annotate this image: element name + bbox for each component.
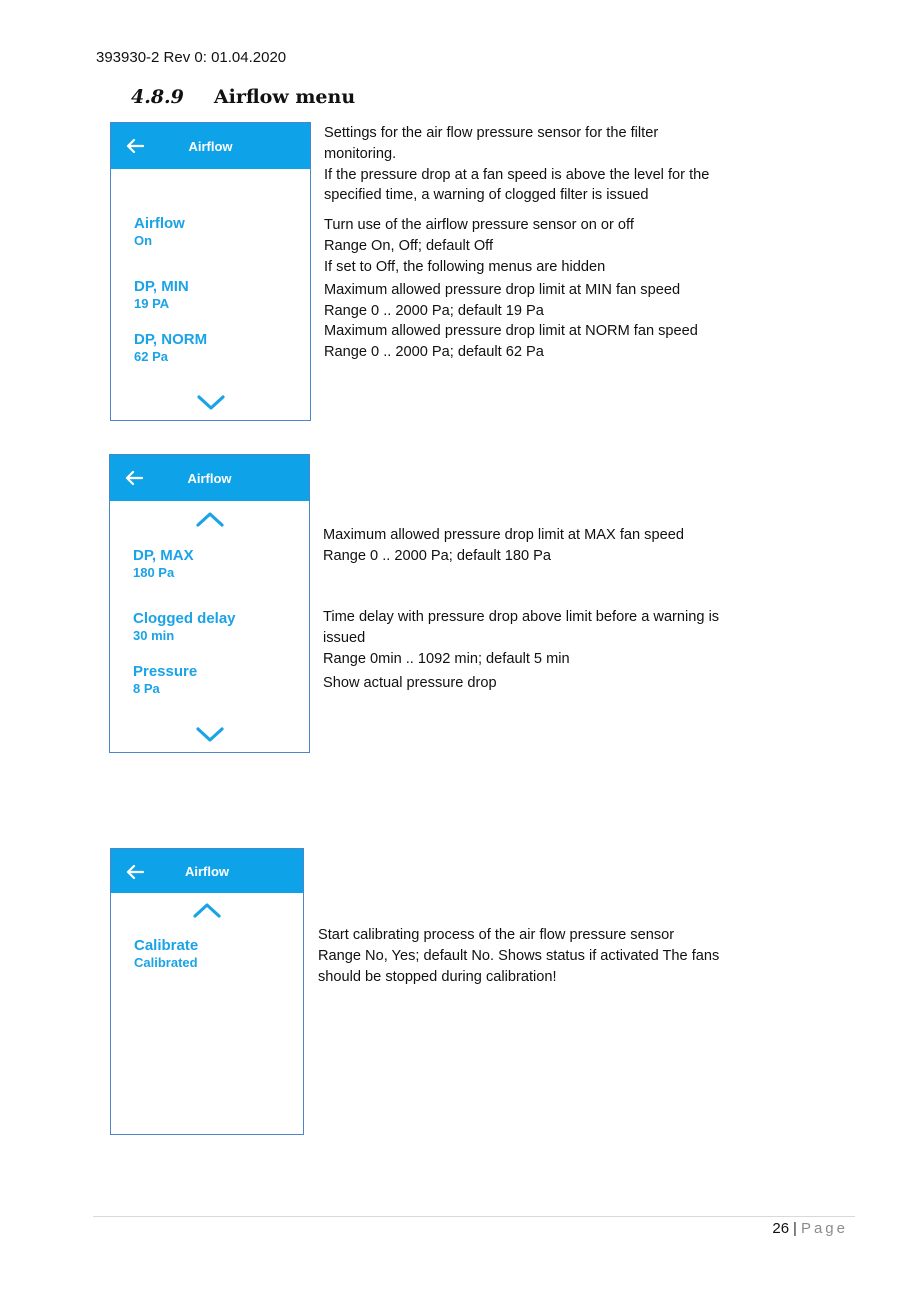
desc-dp-min — [324, 280, 680, 322]
screen-title: Airflow — [187, 470, 232, 486]
screen-header — [110, 455, 309, 501]
desc-line: specified time, a warning of clogged filter is issued — [324, 187, 649, 204]
back-arrow-icon[interactable] — [123, 134, 147, 158]
desc-line: If the pressure drop at a fan speed is above the level for the — [324, 166, 710, 183]
menu-item-label: DP, MAX — [133, 547, 194, 564]
menu-item-value: 8 Pa — [133, 681, 160, 696]
menu-item-value: 62 Pa — [134, 349, 168, 364]
desc-airflow — [324, 215, 634, 277]
desc-line: Settings for the air flow pressure sensor for the filter — [324, 125, 659, 141]
section-number: 4.8.9 — [131, 86, 184, 108]
airflow-screen-3 — [110, 848, 304, 1135]
chevron-down-icon[interactable] — [195, 725, 225, 743]
desc-line: Range 0 .. 2000 Pa; default 19 Pa — [324, 302, 544, 319]
page-number: 26 — [772, 1220, 790, 1237]
screen-header — [111, 123, 310, 169]
menu-item-label: DP, NORM — [134, 331, 208, 348]
screen-title: Airflow — [184, 863, 230, 879]
menu-item-value: On — [134, 233, 153, 248]
section-heading — [131, 86, 355, 108]
desc-line: Maximum allowed pressure drop limit at MIN fan speed — [324, 282, 681, 298]
menu-item-clogged-delay[interactable] — [133, 610, 236, 644]
desc-line: Range 0 .. 2000 Pa; default 62 Pa — [324, 343, 544, 360]
desc-line: Maximum allowed pressure drop limit at NORM fan speed — [324, 323, 698, 339]
chevron-down-icon[interactable] — [196, 393, 226, 411]
desc-line: Turn use of the airflow pressure sensor on or off — [324, 217, 634, 233]
desc-line: Range On, Off; default Off — [324, 237, 494, 254]
menu-item-value: 30 min — [133, 628, 175, 643]
menu-item-value: 19 PA — [134, 296, 170, 311]
back-arrow-icon[interactable] — [123, 860, 147, 884]
desc-line: should be stopped during calibration! — [318, 968, 557, 985]
page-word: Page — [800, 1220, 848, 1237]
desc-pressure — [323, 673, 497, 694]
menu-item-value: Calibrated — [134, 955, 198, 970]
desc-line: Show actual pressure drop — [323, 675, 497, 691]
desc-clogged-delay — [323, 607, 719, 669]
desc-intro — [324, 123, 709, 206]
desc-calibrate — [318, 925, 719, 987]
desc-line: issued — [323, 629, 366, 646]
desc-line: Range 0 .. 2000 Pa; default 180 Pa — [323, 547, 551, 564]
menu-item-label: Pressure — [133, 663, 198, 680]
menu-item-label: Clogged delay — [133, 610, 236, 627]
desc-line: If set to Off, the following menus are hidden — [324, 258, 606, 275]
footer-divider — [93, 1216, 855, 1217]
desc-line: monitoring. — [324, 145, 397, 162]
menu-item-label: Airflow — [134, 215, 185, 232]
desc-dp-max — [323, 525, 684, 567]
desc-line: Time delay with pressure drop above limit before a warning is — [323, 609, 720, 625]
desc-line: Start calibrating process of the air flow pressure sensor — [318, 927, 675, 943]
footer-separator: | — [793, 1220, 797, 1237]
page-footer — [772, 1220, 848, 1237]
desc-line: Range 0min .. 1092 min; default 5 min — [323, 650, 570, 667]
document-id: 393930-2 Rev 0: 01.04.2020 — [96, 49, 287, 66]
menu-item-calibrate[interactable] — [134, 937, 198, 971]
menu-item-airflow[interactable] — [134, 215, 185, 249]
section-title: Airflow menu — [213, 86, 356, 108]
back-arrow-icon[interactable] — [122, 466, 146, 490]
menu-item-value: 180 Pa — [133, 565, 175, 580]
chevron-up-icon[interactable] — [192, 902, 222, 920]
menu-item-dp-min[interactable] — [134, 278, 189, 312]
menu-item-label: Calibrate — [134, 937, 199, 954]
airflow-screen-2 — [109, 454, 310, 753]
menu-item-dp-max[interactable] — [133, 547, 194, 581]
desc-line: Maximum allowed pressure drop limit at MAX fan speed — [323, 527, 684, 543]
screen-title: Airflow — [188, 138, 233, 154]
desc-dp-norm — [324, 321, 698, 363]
menu-item-pressure[interactable] — [133, 663, 197, 697]
screen-header — [111, 849, 303, 893]
desc-line: Range No, Yes; default No. Shows status if activated The fans — [318, 947, 720, 964]
menu-item-label: DP, MIN — [134, 278, 189, 295]
airflow-screen-1 — [110, 122, 311, 421]
chevron-up-icon[interactable] — [195, 511, 225, 529]
menu-item-dp-norm[interactable] — [134, 331, 207, 365]
